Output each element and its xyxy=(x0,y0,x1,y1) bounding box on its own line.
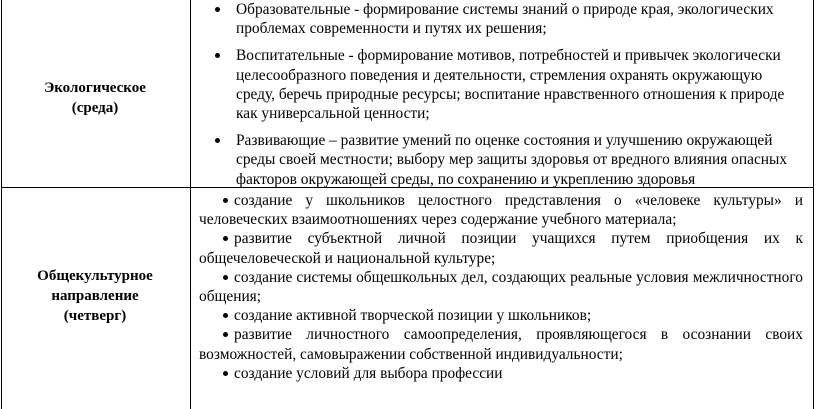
bullet-icon xyxy=(223,198,228,203)
table-border-right xyxy=(813,0,814,409)
list-item xyxy=(199,364,803,383)
row-label-line: (четверг) xyxy=(63,308,127,324)
bullet-icon xyxy=(223,313,228,318)
list-item xyxy=(194,46,804,123)
list-item xyxy=(194,131,804,189)
bullet-icon xyxy=(215,53,220,58)
list-item-text: создание системы общешкольных дел, создающих реальные условия межличностного общения; xyxy=(199,268,803,306)
list-item-text: развитие личностного самоопределения, проявляющегося в осознании своих возможностей, самовыражении собственной индивидуальности; xyxy=(199,326,803,363)
list-item xyxy=(199,268,803,306)
row-label-line: Экологическое xyxy=(44,80,146,96)
bullet-icon xyxy=(215,7,220,12)
list-item-text: создание условий для выбора профессии xyxy=(234,364,503,382)
bullet-icon xyxy=(223,332,228,337)
list-item xyxy=(199,229,803,267)
list-item xyxy=(199,191,803,229)
ecological-goals-list xyxy=(194,0,804,197)
bullet-icon xyxy=(223,275,228,280)
row-label-cultural xyxy=(2,266,188,326)
list-item xyxy=(194,0,804,38)
table-column-divider xyxy=(190,0,191,409)
cultural-goals-list xyxy=(199,191,803,383)
list-item-text: Воспитательные - формирование мотивов, потребностей и привычек экологически целесообразного поведения и деятельности, стремления охранять окружающую среду, беречь природные ресурсы; воспитание нравственного отношения к природе как универсальной ценности; xyxy=(236,47,785,123)
bullet-icon xyxy=(215,138,220,143)
bullet-icon xyxy=(223,371,228,376)
row-label-line: (среда) xyxy=(71,100,119,116)
row-label-line: Общекультурное xyxy=(37,268,153,284)
list-item-text: Развивающие – развитие умений по оценке состояния и улучшению окружающей среды своей местности; выбору мер защиты здоровья от вредного влияния опасных факторов окружающей среды, по сохранению и укреплению здоровья xyxy=(236,132,788,188)
list-item-text: создание у школьников целостного представления о «человеке культуры» и человеческих взаимоотношениях через содержание учебного материала; xyxy=(199,192,803,229)
row-label-line: направление xyxy=(51,288,139,304)
list-item xyxy=(199,306,803,325)
bullet-icon xyxy=(223,236,228,241)
list-item-text: создание активной творческой позиции у школьников; xyxy=(234,307,592,325)
list-item xyxy=(199,325,803,363)
row-label-ecological xyxy=(2,78,188,118)
list-item-text: развитие субъектной личной позиции учащихся путем приобщения их к общечеловеческой и национальной культуре; xyxy=(199,230,803,267)
list-item-text: Образовательные - формирование системы знаний о природе края, экологических проблемах современности и путях их решения; xyxy=(236,1,774,38)
table-border-left xyxy=(1,0,2,409)
